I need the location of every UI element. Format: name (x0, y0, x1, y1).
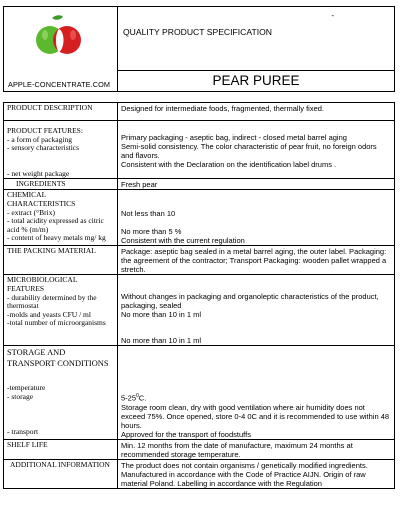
features-value-packaging: Primary packaging - aseptic bag, indirect - closed metal barrel aging (121, 133, 347, 142)
degree-sup: 0 (136, 393, 139, 400)
header-table (3, 6, 395, 92)
storage-sub-transport: - transport (7, 427, 39, 437)
features-sub-sensory: - sensory characteristics (7, 143, 80, 153)
value-packing: Package: aseptic bag sealed in a metal barrel aging, the outer label. Packaging: the agreement of the contractor; Transport Packaging: wooden pallet wrapped a stretch. (118, 246, 395, 275)
specification-document (3, 6, 395, 489)
chemical-heading: CHEMICAL CHARACTERISTICS (7, 190, 76, 208)
value-shelf: Min. 12 months from the date of manufacture, maximum 24 months at recommended storage temperature. (118, 439, 395, 459)
label-additional: ADDITIONAL INFORMATION (4, 459, 118, 488)
apple-logo-icon (34, 15, 84, 59)
chemical-value-metals: Consistent with the current regulation (121, 236, 245, 246)
label-chemical (4, 190, 118, 246)
temperature-range: 5-25 (121, 393, 137, 403)
chemical-sub-acidity: - total acidity expressed as citric acid % (m/m) (7, 216, 104, 234)
row-additional (4, 459, 395, 488)
micro-sub-durability: - durability determined by the thermostat (7, 292, 97, 311)
micro-value-total: No more than 10 in 1 ml (121, 336, 202, 346)
label-storage (4, 346, 118, 440)
features-sub-weight: - net weight package (7, 168, 70, 178)
storage-sub-temperature: -temperature (7, 383, 46, 393)
label-shelf: SHELF LIFE (4, 439, 118, 459)
micro-sub-total: -total number of microorganisms (7, 318, 106, 328)
logo-text: APPLE-CONCENTRATE.COM (8, 80, 111, 89)
row-packing (4, 246, 395, 275)
header-dash: - (331, 11, 334, 20)
value-ingredients: Fresh pear (118, 179, 395, 190)
features-value-weight: Consistent with the Declaration on the identification label drums . (121, 160, 337, 169)
logo-cell (4, 7, 118, 92)
chemical-value-acidity: No more than 5 % (121, 227, 182, 237)
row-micro (4, 275, 395, 346)
chemical-value-extract: Not less than 10 (121, 209, 176, 219)
storage-value-storage: Storage room clean, dry with good ventilation where air humidity does not exceed 75%. Once opened, store 0-4 0C and it is recommended to use within 48 hours. (121, 402, 390, 430)
value-chemical (118, 190, 395, 246)
label-packing: THE PACKING MATERIAL (4, 246, 118, 275)
row-storage (4, 346, 395, 440)
label-features (4, 121, 118, 179)
value-storage (118, 346, 395, 440)
micro-value-durability: Without changes in packaging and organoleptic characteristics of the product, packaging, sealed (121, 292, 379, 311)
row-shelf (4, 439, 395, 459)
spec-title (118, 7, 395, 71)
features-sub-packaging: - a form of packaging (7, 134, 72, 144)
storage-value-temperature (121, 392, 391, 403)
row-ingredients (4, 179, 395, 190)
features-heading: PRODUCT FEATURES: (7, 126, 83, 135)
value-additional: The product does not contain organisms / genetically modified ingredients. Manufactured in accordance with the Code of Practice AIJN. Origin of raw material Poland. Labelling in accordance with the Regulation (118, 459, 395, 488)
storage-heading: STORAGE AND TRANSPORT CONDITIONS (7, 348, 109, 369)
row-features (4, 121, 395, 179)
value-description: Designed for intermediate foods, fragmented, thermally fixed. (118, 103, 395, 121)
row-description (4, 103, 395, 121)
micro-heading: MICROBIOLOGICAL FEATURES (7, 275, 78, 293)
label-micro (4, 275, 118, 346)
features-value-sensory: Semi-solid consistency. The color characteristic of pear fruit, no foreign odors and flavors. (121, 142, 377, 160)
chemical-sub-metals: - content of heavy metals mg/ kg (7, 233, 106, 243)
value-micro (118, 275, 395, 346)
storage-sub-storage: - storage (7, 392, 34, 402)
chemical-sub-extract: - extract (°Brix) (7, 207, 55, 217)
value-features (118, 121, 395, 179)
product-title: PEAR PUREE (118, 71, 395, 92)
micro-value-molds: No more than 10 in 1 ml (121, 310, 202, 320)
micro-sub-molds: -molds and yeasts CFU / ml (7, 309, 91, 319)
temperature-unit: C. (138, 393, 147, 403)
label-description: PRODUCT DESCRIPTION (4, 103, 118, 121)
spec-title-text: QUALITY PRODUCT SPECIFICATION (123, 27, 272, 37)
label-ingredients: INGREDIENTS (4, 179, 118, 190)
storage-value-transport: Approved for the transport of foodstuffs (121, 429, 251, 439)
specification-table (3, 102, 395, 489)
row-chemical (4, 190, 395, 246)
